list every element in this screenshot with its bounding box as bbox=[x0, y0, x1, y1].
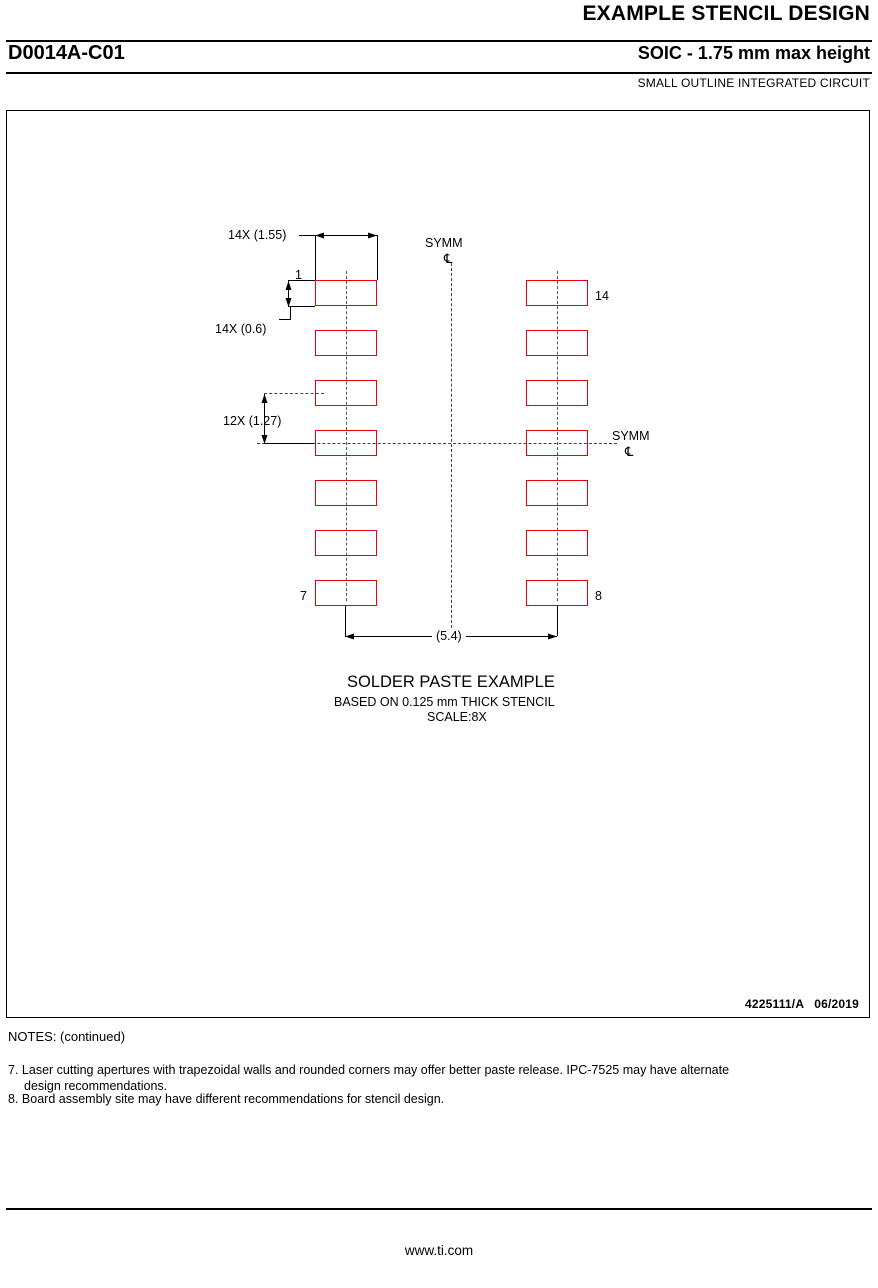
note-8-number: 8. bbox=[8, 1092, 19, 1106]
dim-pitch-ext-bottom bbox=[264, 443, 314, 444]
note-7-number: 7. bbox=[8, 1063, 19, 1077]
dim-pad-length-arrows bbox=[307, 228, 387, 244]
note-8-text: Board assembly site may have different recommendations for stencil design. bbox=[21, 1092, 445, 1106]
pin-label-8: 8 bbox=[595, 589, 602, 603]
dim-pad-length-label: 14X (1.55) bbox=[228, 228, 287, 242]
notes-heading: NOTES: (continued) bbox=[8, 1029, 126, 1044]
dim-pad-width-label: 14X (0.6) bbox=[215, 322, 267, 336]
caption-scale: SCALE:8X bbox=[427, 710, 487, 724]
note-7-continuation: design recommendations. bbox=[24, 1078, 168, 1093]
dim-pitch-ext-top bbox=[264, 393, 324, 394]
document-number: 4225111/A bbox=[745, 997, 805, 1011]
pin-label-7: 7 bbox=[300, 589, 307, 603]
dim-pitch-label: 12X (1.27) bbox=[223, 414, 282, 428]
dim-span-label: (5.4) bbox=[432, 629, 466, 643]
drawing-frame bbox=[6, 110, 870, 1018]
dim-pad-width-leader-v bbox=[290, 306, 291, 320]
page-title: EXAMPLE STENCIL DESIGN bbox=[582, 2, 870, 25]
footer-divider bbox=[6, 1208, 872, 1210]
note-item-8 bbox=[8, 1092, 858, 1108]
header-divider-bottom bbox=[6, 72, 872, 74]
symm-right-glyph: ℄ bbox=[625, 444, 634, 459]
dim-pad-length-leader bbox=[299, 235, 315, 236]
pad-centerline-right bbox=[557, 271, 558, 601]
symm-top-label: SYMM bbox=[425, 236, 463, 250]
package-subtitle: SMALL OUTLINE INTEGRATED CIRCUIT bbox=[637, 76, 870, 90]
stencil-drawing-canvas bbox=[7, 111, 871, 1019]
document-date: 06/2019 bbox=[814, 997, 859, 1011]
caption-stencil-thickness: BASED ON 0.125 mm THICK STENCIL bbox=[334, 695, 555, 709]
note-7-text: Laser cutting apertures with trapezoidal walls and rounded corners may offer better paste release. IPC-7525 may have alternate bbox=[21, 1063, 730, 1077]
symm-top-glyph: ℄ bbox=[444, 251, 453, 266]
caption-title: SOLDER PASTE EXAMPLE bbox=[347, 673, 555, 691]
part-number: D0014A-C01 bbox=[8, 42, 125, 64]
header-divider-top bbox=[6, 40, 872, 42]
dim-pad-width-ext-bottom bbox=[288, 306, 315, 307]
footer-url[interactable]: www.ti.com bbox=[404, 1243, 474, 1258]
document-id bbox=[745, 997, 859, 1011]
package-name: SOIC - 1.75 mm max height bbox=[637, 43, 870, 63]
note-item-7 bbox=[8, 1063, 858, 1094]
symm-right-label: SYMM bbox=[612, 429, 650, 443]
pin-label-1: 1 bbox=[295, 268, 302, 282]
symm-vertical-centerline bbox=[451, 263, 452, 633]
pad-centerline-left bbox=[346, 271, 347, 601]
pin-label-14: 14 bbox=[595, 289, 609, 303]
